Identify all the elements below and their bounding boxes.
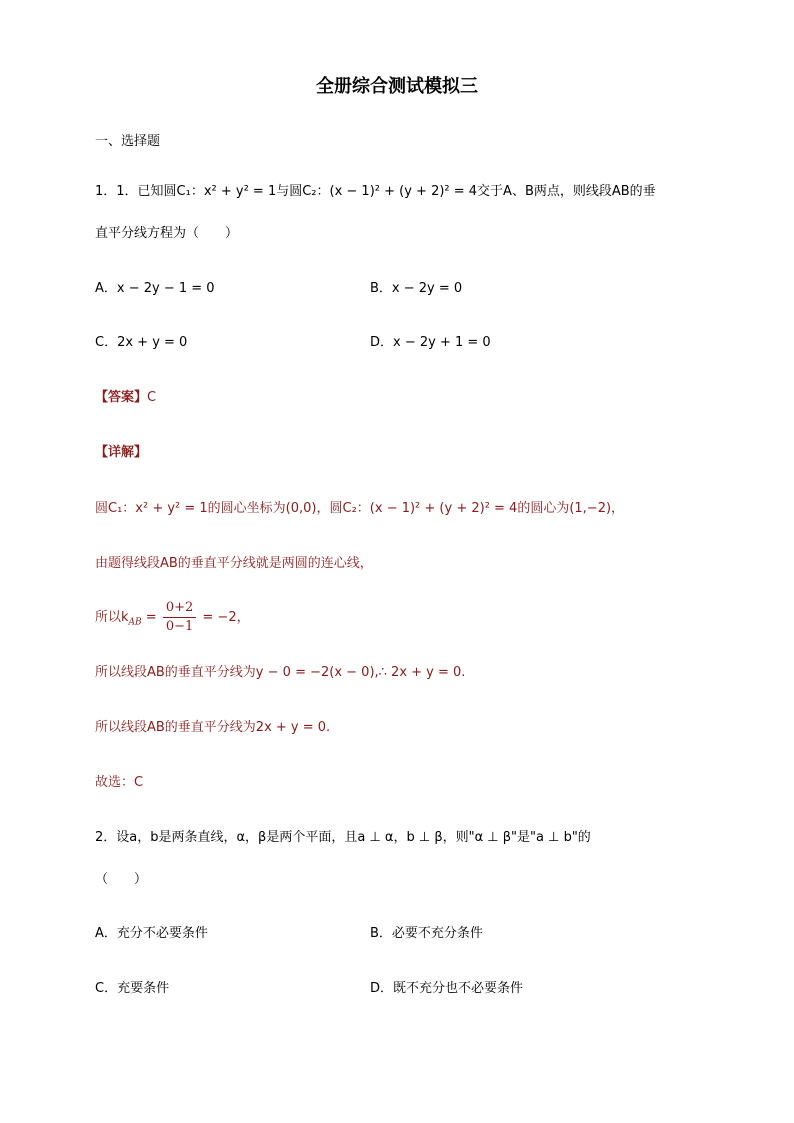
slope-fraction [163, 599, 196, 636]
q1-detail-line1: 圆C₁：x² + y² = 1的圆心坐标为(0,0)，圆C₂：(x − 1)² + (y + 2)² = 4的圆心为(1,−2)， [95, 501, 625, 516]
slope-result: = −2， [198, 610, 250, 625]
page-title: 全册综合测试模拟三 [316, 76, 478, 97]
q1-detail-line5: 所以线段AB的垂直平分线为2x + y = 0. [95, 720, 331, 735]
slope-prefix: 所以k [95, 610, 129, 625]
slope-equals: = [141, 610, 161, 625]
q2-option-d: D．既不充分也不必要条件 [370, 981, 524, 996]
q1-conclusion: 故选：C [95, 775, 144, 790]
q1-answer [95, 388, 156, 408]
q1-detail-line3 [95, 598, 250, 643]
q2-option-a: A．充分不必要条件 [95, 926, 208, 941]
fraction-denominator: 0−1 [165, 619, 194, 634]
q2-option-b: B．必要不充分条件 [370, 926, 483, 941]
answer-label: 【答案】 [95, 390, 148, 405]
q1-detail-label: 【详解】 [95, 445, 148, 460]
q1-detail-line4: 所以线段AB的垂直平分线为y − 0 = −2(x − 0),∴ 2x + y = 0. [95, 665, 466, 680]
q1-option-c: C．2x + y = 0 [95, 335, 188, 350]
answer-value: C [147, 390, 157, 405]
q2-stem-line1: 2．设a，b是两条直线，α，β是两个平面，且a ⊥ α，b ⊥ β，则"α ⊥ β"是"a ⊥ b"的 [95, 830, 591, 845]
q1-option-b: B．x − 2y = 0 [370, 281, 463, 296]
fraction-numerator: 0+2 [163, 599, 196, 618]
slope-subscript: AB [128, 617, 142, 628]
section-heading: 一、选择题 [95, 134, 161, 149]
q1-option-d: D．x − 2y + 1 = 0 [370, 335, 491, 350]
q2-option-c: C．充要条件 [95, 981, 170, 996]
q1-stem-line2: 直平分线方程为（ ） [95, 226, 239, 241]
q2-stem-line2: （ ） [95, 872, 148, 887]
q1-option-a: A．x − 2y − 1 = 0 [95, 281, 215, 296]
q1-stem-line1: 1．1．已知圆C₁：x² + y² = 1与圆C₂：(x − 1)² + (y + 2)² = 4交于A、B两点，则线段AB的垂 [95, 184, 656, 199]
q1-detail-line2: 由题得线段AB的垂直平分线就是两圆的连心线， [95, 556, 373, 571]
